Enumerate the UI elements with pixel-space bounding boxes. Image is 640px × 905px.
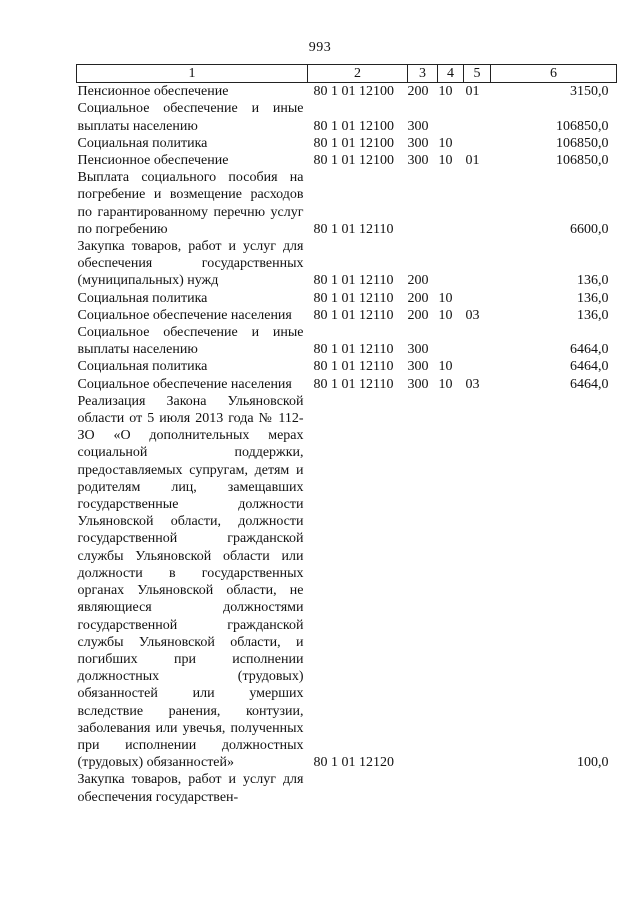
row-section: 10 bbox=[438, 153, 453, 169]
row-name: Закупка товаров, работ и услуг для обеспечения государственных (муниципальных) нужд bbox=[77, 239, 304, 289]
table-row bbox=[77, 376, 617, 393]
row-expense-type: 200 bbox=[407, 307, 429, 323]
row-expense-type: 300 bbox=[407, 118, 429, 134]
row-subsection bbox=[464, 324, 491, 358]
row-code: 80 1 01 12110 bbox=[313, 290, 394, 306]
row-amount: 136,0 bbox=[577, 273, 609, 289]
row-expense-type bbox=[408, 393, 438, 771]
col-header-4: 4 bbox=[438, 65, 464, 83]
row-amount: 3150,0 bbox=[570, 84, 609, 100]
row-amount bbox=[491, 771, 617, 805]
table-row bbox=[77, 169, 617, 238]
row-code: 80 1 01 12100 bbox=[313, 153, 394, 169]
row-amount: 136,0 bbox=[577, 290, 609, 306]
row-name: Социальная политика bbox=[77, 359, 208, 375]
table-row bbox=[77, 324, 617, 358]
row-section bbox=[438, 100, 464, 134]
row-amount: 6464,0 bbox=[570, 359, 609, 375]
row-name: Социальное обеспечение и иные выплаты населению bbox=[77, 101, 304, 134]
row-subsection: 03 bbox=[465, 307, 480, 323]
row-name: Выплата социального пособия на погребение и возмещение расходов по гарантированному перечню услуг по погребению bbox=[77, 170, 304, 237]
row-expense-type: 200 bbox=[407, 84, 429, 100]
col-header-1: 1 bbox=[77, 65, 308, 83]
row-name: Социальное обеспечение и иные выплаты населению bbox=[77, 325, 304, 358]
budget-table bbox=[76, 64, 617, 806]
row-subsection bbox=[464, 238, 491, 290]
row-section bbox=[438, 324, 464, 358]
row-code: 80 1 01 12100 bbox=[313, 84, 394, 100]
row-subsection bbox=[464, 393, 491, 771]
row-section bbox=[438, 771, 464, 805]
row-amount: 106850,0 bbox=[556, 118, 609, 134]
row-subsection bbox=[464, 135, 491, 152]
row-subsection: 01 bbox=[465, 84, 480, 100]
row-expense-type: 300 bbox=[407, 135, 429, 151]
row-code: 80 1 01 12100 bbox=[313, 118, 394, 134]
row-name: Социальная политика bbox=[77, 290, 208, 306]
table-row bbox=[77, 358, 617, 375]
table-row bbox=[77, 771, 617, 805]
row-subsection bbox=[464, 358, 491, 375]
row-expense-type: 200 bbox=[407, 290, 429, 306]
row-subsection bbox=[464, 169, 491, 238]
row-expense-type: 200 bbox=[407, 273, 429, 289]
row-name: Закупка товаров, работ и услуг для обеспечения государствен- bbox=[77, 772, 304, 805]
row-amount: 100,0 bbox=[577, 755, 609, 771]
table-row bbox=[77, 135, 617, 152]
row-name: Социальное обеспечение населения bbox=[77, 376, 292, 392]
header-row bbox=[77, 65, 617, 83]
row-code: 80 1 01 12110 bbox=[313, 273, 394, 289]
row-code: 80 1 01 12110 bbox=[313, 342, 394, 358]
row-code: 80 1 01 12120 bbox=[313, 755, 394, 771]
table-header bbox=[77, 65, 617, 83]
row-amount: 106850,0 bbox=[556, 153, 609, 169]
col-header-2: 2 bbox=[308, 65, 408, 83]
col-header-5: 5 bbox=[464, 65, 491, 83]
row-name: Социальное обеспечение населения bbox=[77, 307, 292, 323]
row-expense-type: 300 bbox=[407, 376, 429, 392]
row-section: 10 bbox=[438, 376, 453, 392]
row-subsection bbox=[464, 100, 491, 134]
table-row bbox=[77, 83, 617, 101]
row-section bbox=[438, 169, 464, 238]
row-subsection bbox=[464, 771, 491, 805]
row-name: Реализация Закона Ульяновской области от 5 июля 2013 года № 112-ЗО «О дополнительных мерах социальной поддержки, предоставляемых супругам, детям и родителям лиц, замещавших государственные должности Ульяновской области, должности государственной гражданской службы Ульяновской области или должности в государственных органах Ульяновской области, не являющиеся должностями государственной гражданской службы Ульяновской области, и погибших при исполнении должностных (трудовых) обязанностей или умерших вследствие ранения, контузии, заболевания или увечья, полученных при исполнении должностных (трудовых) обязанностей» bbox=[77, 393, 304, 771]
row-expense-type bbox=[408, 169, 438, 238]
page-number: 993 bbox=[308, 40, 332, 55]
row-section: 10 bbox=[438, 307, 453, 323]
row-section: 10 bbox=[438, 84, 453, 100]
row-amount: 136,0 bbox=[577, 307, 609, 323]
row-section: 10 bbox=[438, 290, 453, 306]
row-code bbox=[308, 771, 408, 805]
row-section bbox=[438, 238, 464, 290]
row-code: 80 1 01 12110 bbox=[313, 376, 394, 392]
row-amount: 6600,0 bbox=[570, 221, 609, 237]
row-expense-type: 300 bbox=[407, 342, 429, 358]
row-code: 80 1 01 12110 bbox=[313, 359, 394, 375]
table-row bbox=[77, 238, 617, 290]
row-name: Пенсионное обеспечение bbox=[77, 153, 229, 169]
row-amount: 106850,0 bbox=[556, 135, 609, 151]
table-row bbox=[77, 100, 617, 134]
row-name: Социальная политика bbox=[77, 135, 208, 151]
table-body bbox=[77, 83, 617, 806]
table-row bbox=[77, 290, 617, 307]
row-expense-type: 300 bbox=[407, 359, 429, 375]
row-section bbox=[438, 393, 464, 771]
row-code: 80 1 01 12100 bbox=[313, 135, 394, 151]
col-header-6: 6 bbox=[491, 65, 617, 83]
table-row bbox=[77, 393, 617, 771]
col-header-3: 3 bbox=[408, 65, 438, 83]
row-subsection bbox=[464, 290, 491, 307]
row-name: Пенсионное обеспечение bbox=[77, 84, 229, 100]
table-row bbox=[77, 152, 617, 169]
row-expense-type bbox=[408, 771, 438, 805]
row-code: 80 1 01 12110 bbox=[313, 221, 394, 237]
row-expense-type: 300 bbox=[407, 153, 429, 169]
row-amount: 6464,0 bbox=[570, 342, 609, 358]
row-section: 10 bbox=[438, 135, 453, 151]
row-subsection: 01 bbox=[465, 153, 480, 169]
table-row bbox=[77, 307, 617, 324]
row-subsection: 03 bbox=[465, 376, 480, 392]
row-code: 80 1 01 12110 bbox=[313, 307, 394, 323]
row-amount: 6464,0 bbox=[570, 376, 609, 392]
row-section: 10 bbox=[438, 359, 453, 375]
